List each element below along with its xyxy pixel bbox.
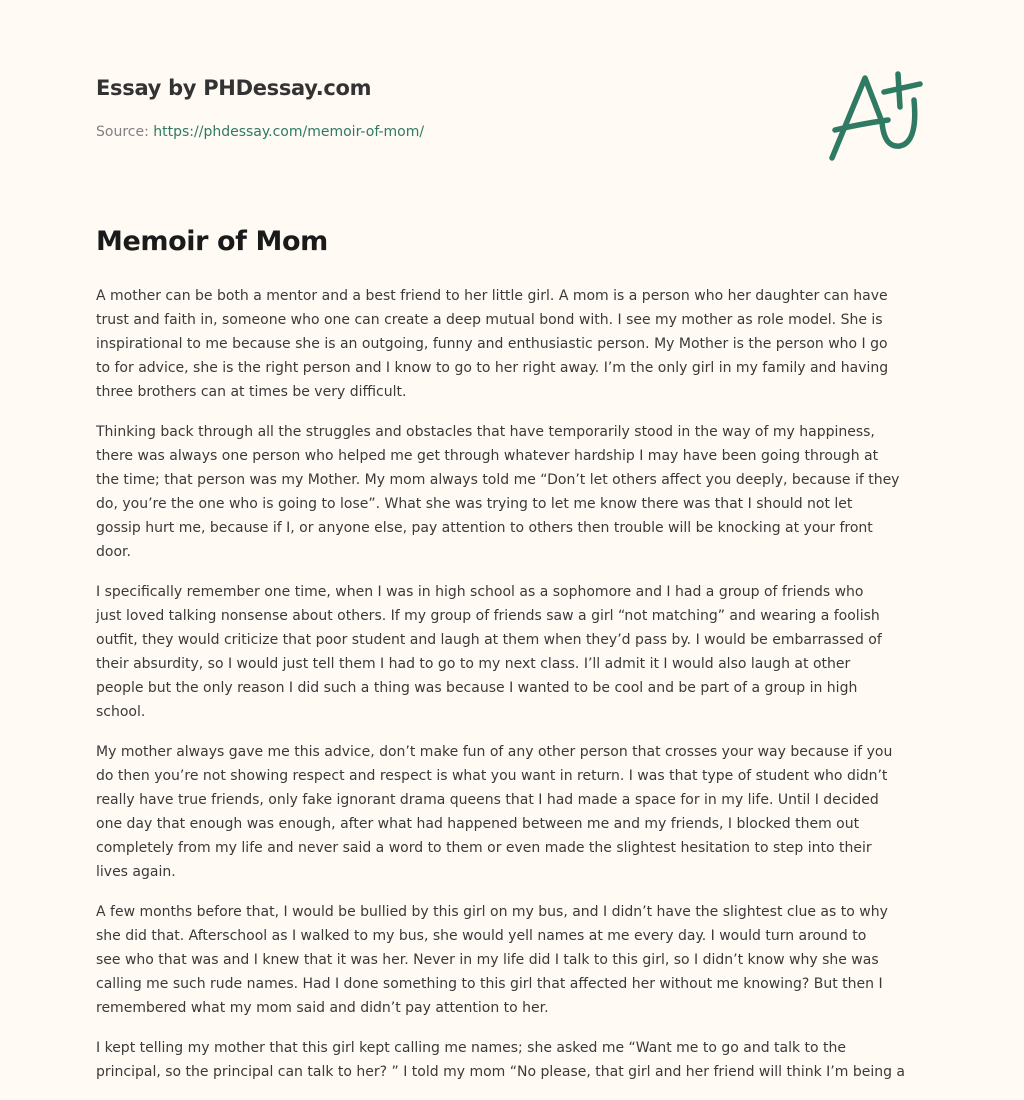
source-link[interactable]: https://phdessay.com/memoir-of-mom/ (153, 124, 425, 140)
paragraph-line: I kept telling my mother that this girl kept calling me names; she asked me “Want me to go and talk to the (96, 1040, 847, 1056)
paragraph-line: their absurdity, so I would just tell them I had to go to my next class. I’ll admit it I would also laugh at other (96, 656, 851, 672)
essay-paragraph (96, 580, 936, 724)
essay-paragraph (96, 1036, 936, 1084)
paragraph-line: there was always one person who helped me get through whatever hardship I may have been going through at (96, 448, 879, 464)
paragraph-line: the time; that person was my Mother. My mom always told me “Don’t let others affect you deeply, because if they (96, 472, 900, 488)
paragraph-line: three brothers can at times be very difficult. (96, 384, 407, 400)
essay-paragraph (96, 284, 936, 404)
essay-paragraph (96, 740, 936, 884)
paragraph-line: one day that enough was enough, after what had happened between me and my friends, I blocked them out (96, 816, 860, 832)
paragraph-line: Thinking back through all the struggles and obstacles that have temporarily stood in the way of my happiness, (96, 424, 875, 440)
paragraph-line: school. (96, 704, 146, 720)
a-plus-logo-icon (810, 60, 940, 170)
paragraph-line: she did that. Afterschool as I walked to my bus, she would yell names at me every day. I would turn around to (96, 928, 867, 944)
source-label: Source: (96, 124, 154, 140)
essay-paragraph (96, 900, 936, 1020)
paragraph-line: principal, so the principal can talk to her? ” I told my mom “No please, that girl and her friend will think I’m being a (96, 1064, 905, 1080)
essay-paragraph (96, 420, 936, 564)
paragraph-line: A mother can be both a mentor and a best friend to her little girl. A mom is a person who her daughter can have (96, 288, 888, 304)
essay-body (96, 284, 936, 1100)
paragraph-line: My mother always gave me this advice, don’t make fun of any other person that crosses your way because if you (96, 744, 893, 760)
source-line (96, 124, 424, 140)
paragraph-line: gossip hurt me, because if I, or anyone else, pay attention to others then trouble will be knocking at your front (96, 520, 873, 536)
paragraph-line: see who that was and I knew that it was her. Never in my life did I talk to this girl, so I didn’t know why she was (96, 952, 879, 968)
paragraph-line: inspirational to me because she is an outgoing, funny and enthusiastic person. My Mother is the person who I go (96, 336, 888, 352)
paragraph-line: I specifically remember one time, when I was in high school as a sophomore and I had a group of friends who (96, 584, 864, 600)
paragraph-line: calling me such rude names. Had I done something to this girl that affected her without me knowing? But then I (96, 976, 883, 992)
paragraph-line: trust and faith in, someone who one can create a deep mutual bond with. I see my mother as role model. She is (96, 312, 883, 328)
paragraph-line: A few months before that, I would be bullied by this girl on my bus, and I didn’t have the slightest clue as to why (96, 904, 888, 920)
paragraph-line: outfit, they would criticize that poor student and laugh at them when they’d pass by. I would be embarrassed of (96, 632, 882, 648)
paragraph-line: completely from my life and never said a word to them or even made the slightest hesitation to step into their (96, 840, 872, 856)
paragraph-line: people but the only reason I did such a thing was because I wanted to be cool and be part of a group in high (96, 680, 858, 696)
paragraph-line: to for advice, she is the right person and I know to go to her right away. I’m the only girl in my family and having (96, 360, 889, 376)
paragraph-line: do, you’re the one who is going to lose”. What she was trying to let me know there was that I should not let (96, 496, 853, 512)
paragraph-line: just loved talking nonsense about others. If my group of friends saw a girl “not matching” and wearing a foolish (96, 608, 880, 624)
paragraph-line: do then you’re not showing respect and respect is what you want in return. I was that type of student who didn’t (96, 768, 888, 784)
site-title: Essay by PHDessay.com (96, 76, 372, 100)
essay-title: Memoir of Mom (96, 226, 328, 257)
paragraph-line: really have true friends, only fake ignorant drama queens that I had made a space for in my life. Until I decided (96, 792, 879, 808)
paragraph-line: remembered what my mom said and didn’t pay attention to her. (96, 1000, 549, 1016)
paragraph-line: door. (96, 544, 131, 560)
paragraph-line: lives again. (96, 864, 176, 880)
